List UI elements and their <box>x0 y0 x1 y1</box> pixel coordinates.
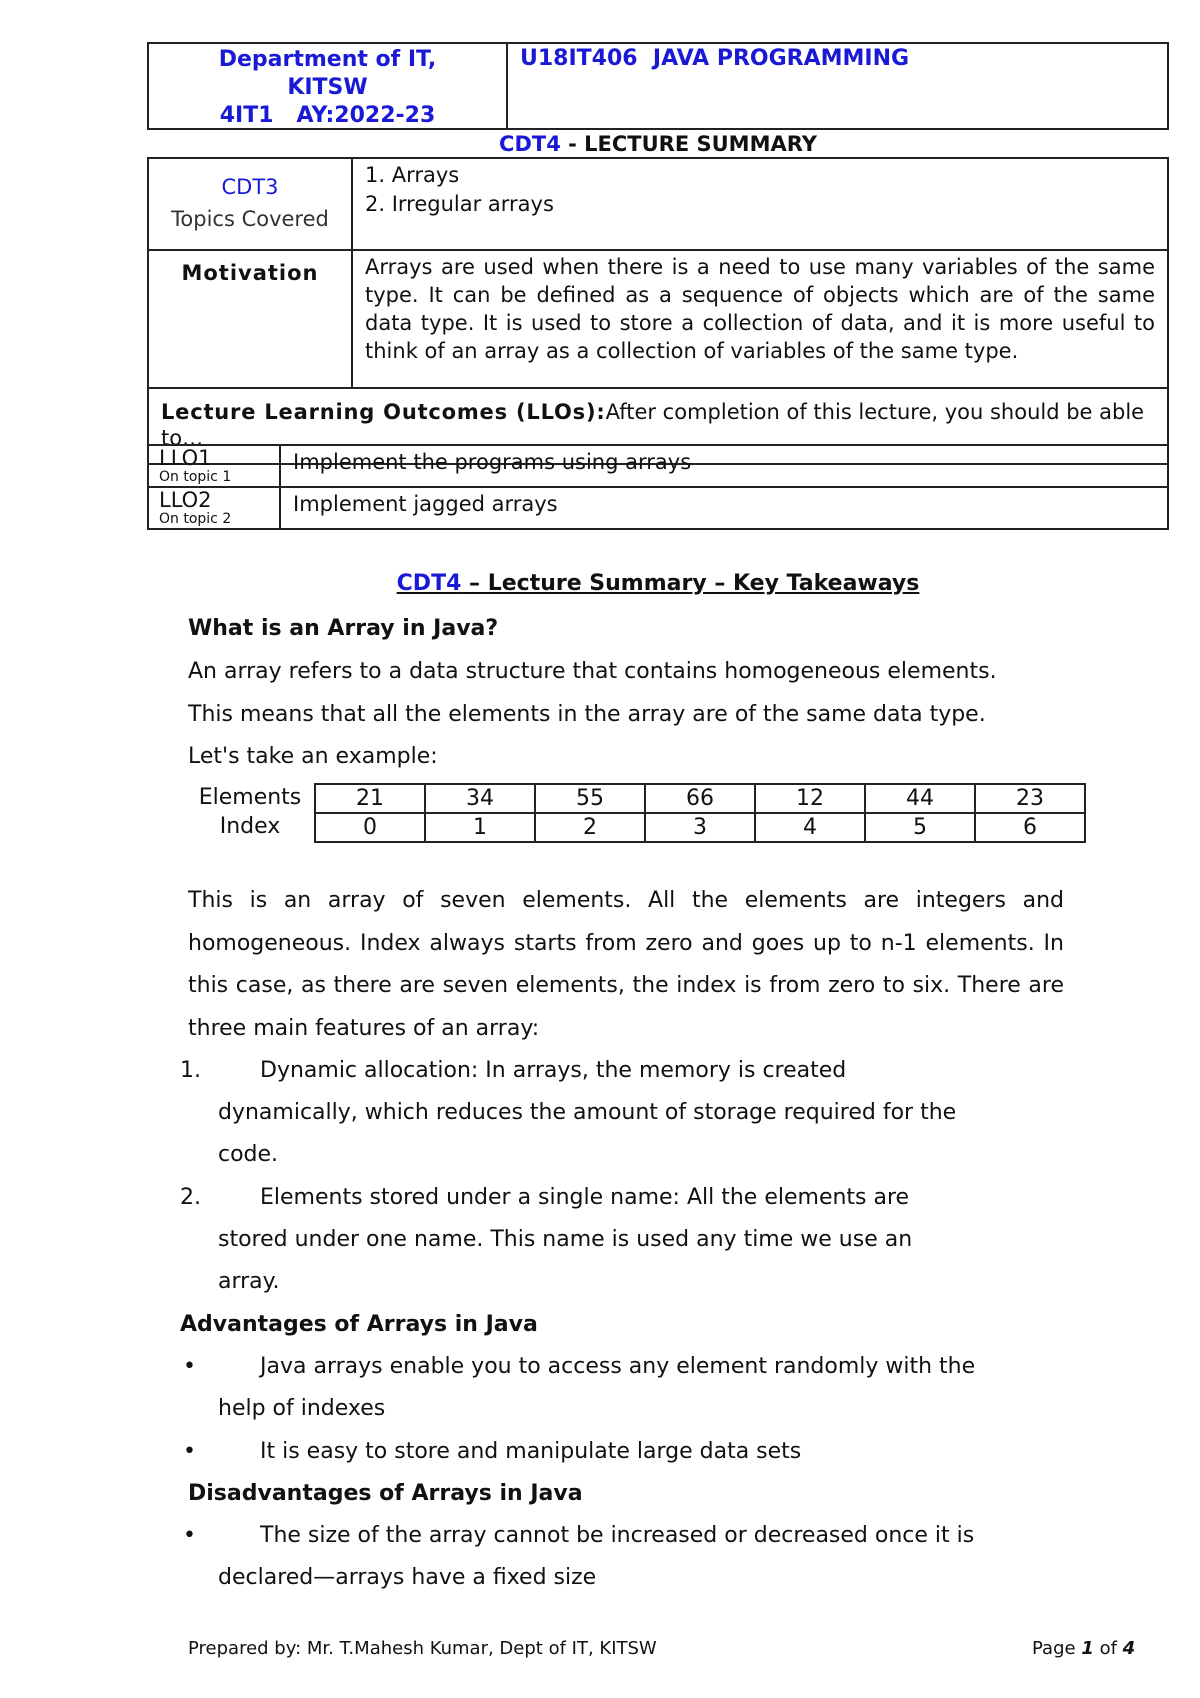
element-cell: 55 <box>535 784 645 813</box>
topics-label-cell <box>148 158 352 250</box>
motivation-text: Arrays are used when there is a need to use many variables of the same type. It can be defined as a sequence of objects which are of the same data type. It is used to store a collection of data, and it is more useful to think of an array as a collection of variables of the same type. <box>352 250 1168 388</box>
lecture-info-table <box>147 157 1169 465</box>
feature-text: Elements stored under a single name: All the elements are <box>260 1185 910 1210</box>
llo-code: LLO1 <box>159 446 212 470</box>
llo-topic: On topic 2 <box>159 511 232 527</box>
advantage-text-continued: help of indexes <box>218 1396 386 1421</box>
course-title: U18IT406 JAVA PROGRAMMING <box>520 46 910 71</box>
feature-text-continued: array. <box>218 1269 280 1294</box>
feature-text: Dynamic allocation: In arrays, the memory is created <box>260 1058 847 1083</box>
element-cell: 44 <box>865 784 975 813</box>
llo-heading-label: Lecture Learning Outcomes (LLOs): <box>161 400 606 424</box>
topics-code: CDT3 <box>221 175 279 199</box>
index-cell: 3 <box>645 813 755 842</box>
index-cell: 0 <box>315 813 425 842</box>
index-cell: 1 <box>425 813 535 842</box>
summary-code: CDT4 <box>499 132 561 156</box>
topic-item: 1. Arrays <box>365 163 460 187</box>
element-cell: 66 <box>645 784 755 813</box>
element-cell: 34 <box>425 784 535 813</box>
bullet-icon: • <box>183 1354 196 1379</box>
page-total: 4 <box>1122 1638 1136 1659</box>
academic-year-line: 4IT1 AY:2022-23 <box>219 103 436 128</box>
summary-title-text: - LECTURE SUMMARY <box>560 132 817 156</box>
disadvantage-text: The size of the array cannot be increased or decreased once it is <box>260 1523 975 1548</box>
llo-code-cell <box>148 487 280 529</box>
header-table <box>147 42 1169 130</box>
llo-row <box>148 487 1168 529</box>
key-takeaways-title <box>147 571 1169 596</box>
llo-code-cell <box>148 445 280 487</box>
index-cell: 6 <box>975 813 1085 842</box>
bullet-icon: • <box>183 1523 196 1548</box>
llo-text: Implement jagged arrays <box>280 487 1168 529</box>
topic-item: 2. Irregular arrays <box>365 192 554 216</box>
advantages-heading: Advantages of Arrays in Java <box>180 1312 538 1337</box>
index-cell: 5 <box>865 813 975 842</box>
array-example-table <box>314 783 1086 843</box>
bullet-icon: • <box>183 1439 196 1464</box>
footer-prepared-by: Prepared by: Mr. T.Mahesh Kumar, Dept of IT, KITSW <box>188 1638 657 1659</box>
feature-number: 2. <box>180 1185 201 1210</box>
elements-row <box>315 784 1085 813</box>
llo-heading-text: After completion of this lecture, you should be able to… <box>161 400 1145 450</box>
lecture-summary-title <box>147 130 1169 158</box>
element-cell: 23 <box>975 784 1085 813</box>
advantage-text: Java arrays enable you to access any element randomly with the <box>260 1354 976 1379</box>
department-cell <box>149 44 508 128</box>
llo-code: LLO2 <box>159 488 212 512</box>
index-row <box>315 813 1085 842</box>
index-cell: 2 <box>535 813 645 842</box>
topics-covered-label: Topics Covered <box>171 207 329 231</box>
department-line: Department of IT, <box>218 47 437 72</box>
key-takeaways-code: CDT4 <box>396 571 462 596</box>
page-current: 1 <box>1081 1638 1094 1659</box>
institute-line: KITSW <box>287 75 368 100</box>
feature-text-continued: code. <box>218 1142 279 1167</box>
element-cell: 12 <box>755 784 865 813</box>
index-cell: 4 <box>755 813 865 842</box>
feature-text-continued: stored under one name. This name is used any time we use an <box>218 1227 913 1252</box>
section-paragraph: An array refers to a data structure that contains homogeneous elements. This means that all the elements in the array are of the same data type. Let's take an example: <box>188 659 997 769</box>
page-of-label: of <box>1093 1638 1123 1659</box>
feature-text-continued: dynamically, which reduces the amount of storage required for the <box>218 1100 957 1125</box>
llo-text: Implement the programs using arrays <box>280 445 1168 487</box>
topics-list <box>352 158 1168 250</box>
llo-table <box>147 444 1169 530</box>
motivation-row <box>148 250 1168 388</box>
array-row-labels <box>188 783 312 841</box>
array-description-paragraph: This is an array of seven elements. All the elements are integers and homogeneous. Index always starts from zero and goes up to n-1 elements. In this case, as there are seven elements, the index is from zero to six. There are three main features of an array: <box>188 888 1064 1041</box>
topics-row <box>148 158 1168 250</box>
page-label: Page <box>1032 1638 1082 1659</box>
key-takeaways-text: – Lecture Summary – Key Takeaways <box>461 571 920 596</box>
section-heading: What is an Array in Java? <box>188 616 499 641</box>
footer-page-number <box>1032 1638 1135 1659</box>
disadvantage-text-continued: declared—arrays have a fixed size <box>218 1565 597 1590</box>
feature-number: 1. <box>180 1058 201 1083</box>
llo-topic: On topic 1 <box>159 469 232 485</box>
motivation-label: Motivation <box>148 250 352 388</box>
disadvantages-heading: Disadvantages of Arrays in Java <box>188 1481 583 1506</box>
llo-row <box>148 445 1168 487</box>
element-cell: 21 <box>315 784 425 813</box>
elements-label: Elements <box>198 785 302 810</box>
advantage-text: It is easy to store and manipulate large data sets <box>260 1439 802 1464</box>
index-label: Index <box>219 814 281 839</box>
